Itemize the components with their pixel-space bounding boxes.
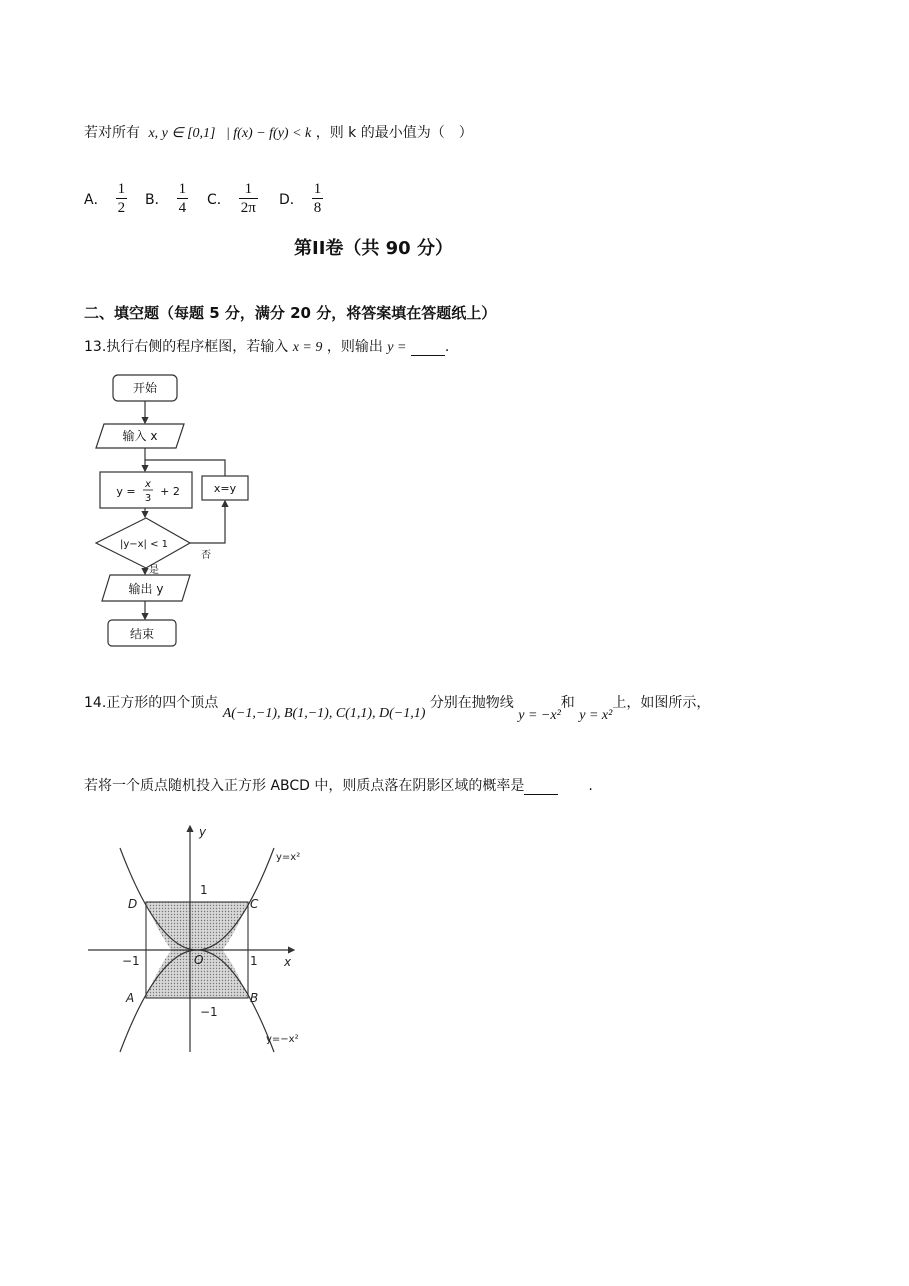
curve-up-label: y=x² [276, 852, 301, 863]
option-fraction: $\frac{1}{2\pi}$ [240, 181, 256, 216]
q12-condition-range: x, y ∈ [0,1] [148, 126, 216, 141]
flowchart-process-den: 3 [144, 493, 152, 504]
q12-option-c[interactable] [207, 180, 258, 217]
q13-text-end: . [444, 339, 450, 355]
x-axis-label: x [284, 955, 292, 969]
tick-pos-y: 1 [200, 883, 208, 897]
flowchart-yes-label: 是 [149, 565, 159, 576]
q12-prefix: 若对所有 [84, 125, 140, 141]
tick-neg-x: −1 [122, 954, 140, 968]
option-label: D． [279, 191, 304, 208]
flowchart-process-num: x [145, 479, 151, 490]
option-label: A． [84, 191, 108, 208]
q12-condition-inequality: | f(x) − f(y) < k [225, 126, 312, 141]
q14-text-before: 14.正方形的四个顶点 [84, 695, 219, 711]
vertex-a-label: A [126, 991, 135, 1005]
q14-answer-blank[interactable] [524, 778, 558, 795]
option-label: B． [145, 191, 169, 208]
q14-parabola-up: y = x² [579, 708, 613, 723]
q14-text-mid: 分别在抛物线 [429, 695, 514, 711]
option-label: C． [207, 191, 231, 208]
flowchart-no-label: 否 [201, 550, 211, 561]
q12-option-a[interactable] [84, 180, 127, 217]
q13-input-expr: x = 9 [292, 340, 323, 355]
q12-stem [84, 122, 473, 142]
q14-line1 [84, 692, 711, 723]
option-fraction: $\frac{1}{8}$ [313, 181, 322, 216]
flowchart-assign-label: x=y [213, 482, 237, 495]
flowchart-process-left: y = [116, 485, 136, 498]
vertex-b-label: B [250, 991, 259, 1005]
tick-pos-x: 1 [250, 954, 258, 968]
option-fraction: $\frac{1}{2}$ [117, 181, 126, 216]
flowchart-end-label: 结束 [129, 627, 155, 641]
section-heading: 二、填空题（每题 5 分，满分 20 分，将答案填在答题纸上） [84, 304, 497, 322]
q12-option-b[interactable] [145, 180, 188, 217]
q13-text-mid: ，则输出 [326, 339, 383, 355]
tick-neg-y: −1 [200, 1005, 218, 1019]
q14-vertices: A(−1,−1), B(1,−1), C(1,1), D(−1,1) [222, 706, 426, 721]
y-axis-label: y [199, 825, 207, 839]
q14-line2-end: . [588, 778, 593, 794]
vertex-d-label: D [128, 897, 138, 911]
flowchart [90, 368, 290, 663]
q12-suffix: ，则 k 的最小值为（ ） [315, 125, 473, 141]
q14-text-end: 上，如图所示， [612, 695, 711, 711]
q13-stem [84, 336, 449, 356]
parabola-graph [86, 820, 326, 1060]
vertex-c-label: C [250, 897, 259, 911]
q13-text-before: 13.执行右侧的程序框图，若输入 [84, 339, 289, 355]
origin-label: O [194, 953, 204, 967]
q13-output-expr: y = [387, 340, 407, 355]
q14-and: 和 [560, 695, 575, 711]
q14-line2 [84, 775, 593, 795]
q14-parabola-down: y = −x² [518, 708, 561, 723]
flowchart-decision-label: |y−x| < 1 [119, 539, 169, 550]
part2-title: 第II卷（共 90 分） [294, 238, 453, 259]
q12-option-d[interactable] [279, 180, 323, 217]
flowchart-output-label: 输出 y [128, 582, 164, 596]
flowchart-input-label: 输入 x [122, 429, 158, 443]
option-fraction: $\frac{1}{4}$ [178, 181, 187, 216]
q13-answer-blank[interactable] [411, 339, 445, 356]
flowchart-process-right: + 2 [160, 485, 180, 498]
curve-down-label: y=−x² [266, 1034, 299, 1045]
q14-line2-text: 若将一个质点随机投入正方形 ABCD 中，则质点落在阴影区域的概率是 [84, 778, 525, 794]
flowchart-start-label: 开始 [132, 381, 158, 395]
